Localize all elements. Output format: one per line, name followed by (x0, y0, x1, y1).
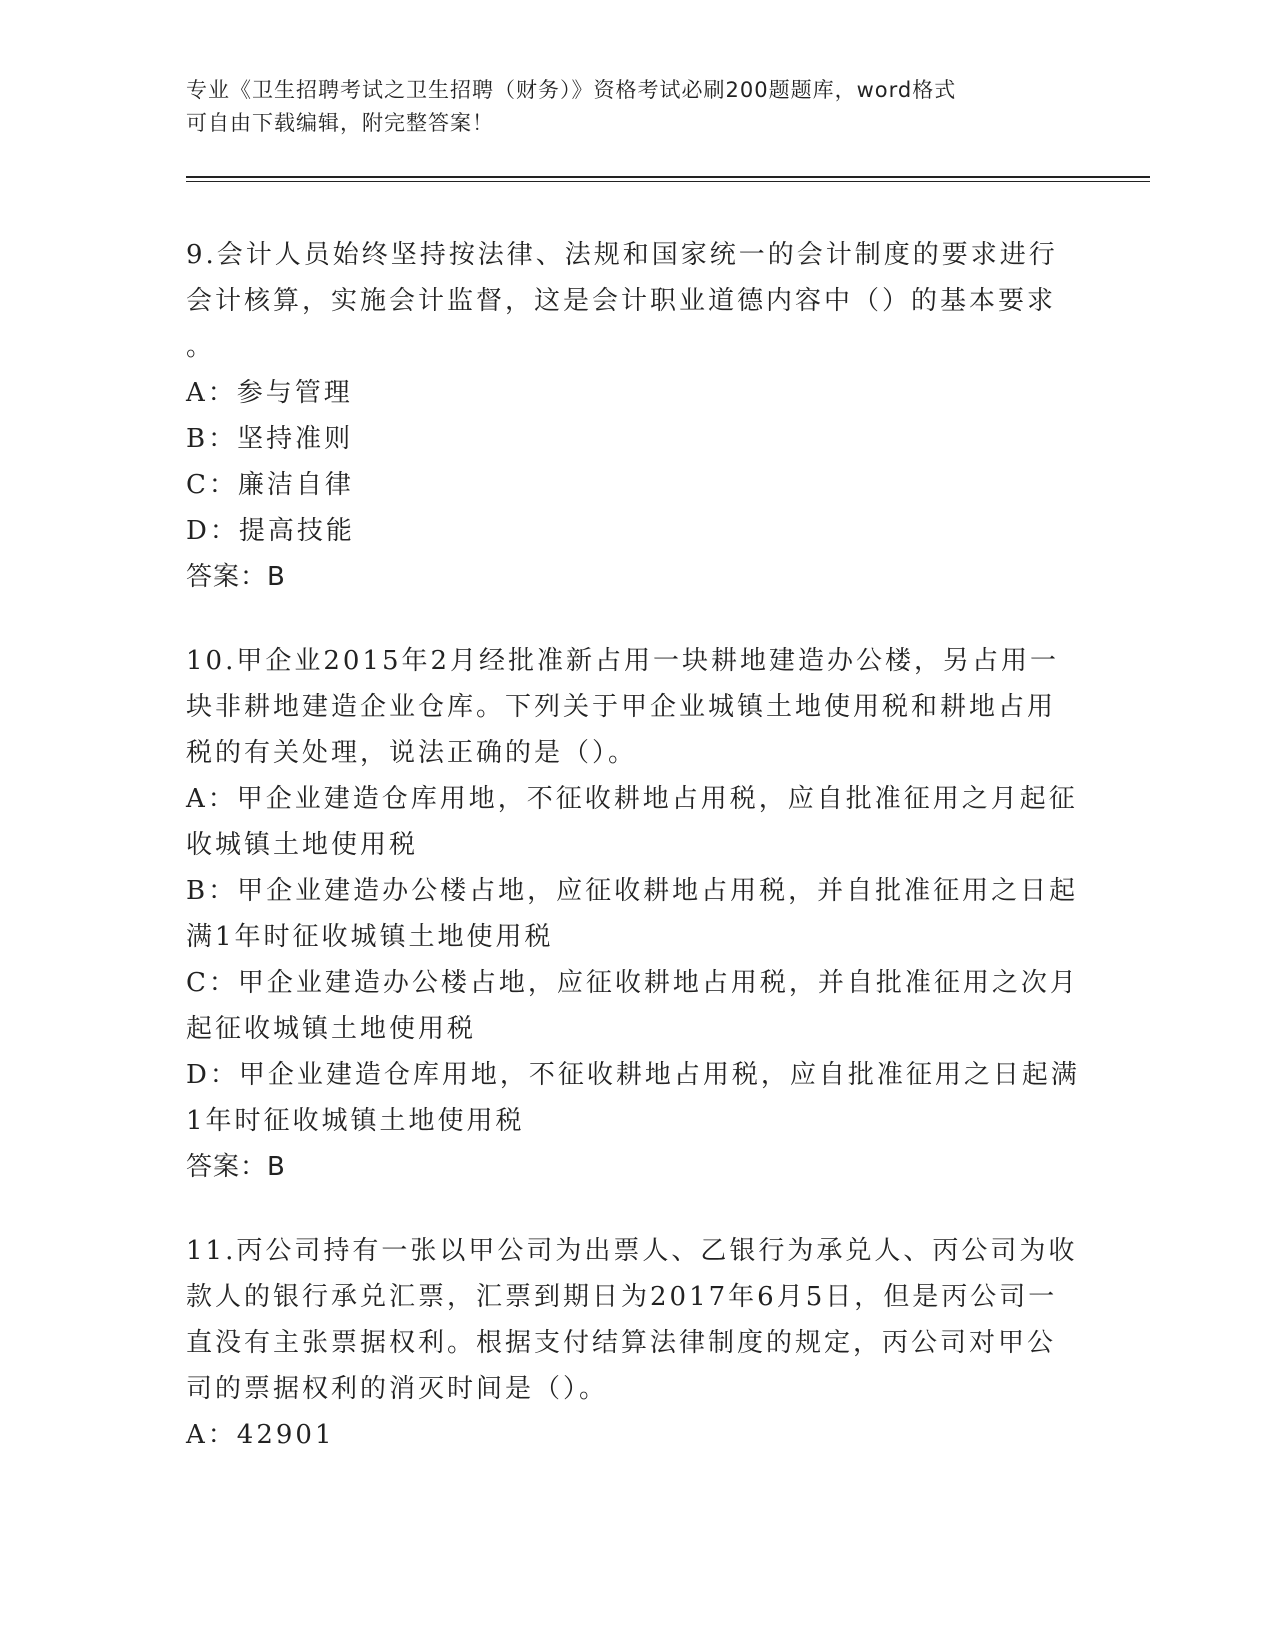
question-text-line: 直没有主张票据权利。根据支付结算法律制度的规定，丙公司对甲公 (186, 1328, 1057, 1358)
question-text-line: 。 (186, 332, 216, 362)
option-a: A：甲企业建造仓库用地，不征收耕地占用税，应自批准征用之月起征 (186, 784, 1078, 814)
question-text-line: 会计核算，实施会计监督，这是会计职业道德内容中（）的基本要求 (186, 286, 1057, 316)
question-text-line: 块非耕地建造企业仓库。下列关于甲企业城镇土地使用税和耕地占用 (186, 692, 1057, 722)
question-text-line: 款人的银行承兑汇票，汇票到期日为2017年6月5日，但是丙公司一 (186, 1282, 1058, 1312)
question-10 (186, 638, 1086, 1190)
option-b-continued: 满1年时征收城镇土地使用税 (186, 922, 554, 952)
answer: 答案：B (186, 1152, 286, 1182)
header-line-2: 可自由下载编辑，附完整答案！ (186, 111, 494, 135)
option-d-continued: 1年时征收城镇土地使用税 (186, 1106, 525, 1136)
header-rule-thin (186, 181, 1150, 182)
question-text-line: 9.会计人员始终坚持按法律、法规和国家统一的会计制度的要求进行 (186, 240, 1058, 270)
option-a: A：42901 (186, 1420, 335, 1450)
option-a: A：参与管理 (186, 378, 353, 408)
option-b: B：甲企业建造办公楼占地，应征收耕地占用税，并自批准征用之日起 (186, 876, 1079, 906)
option-a-continued: 收城镇土地使用税 (186, 830, 419, 860)
option-b: B：坚持准则 (186, 424, 354, 454)
option-d: D：提高技能 (186, 516, 355, 546)
option-c: C：廉洁自律 (186, 470, 354, 500)
option-c-continued: 起征收城镇土地使用税 (186, 1014, 477, 1044)
option-d: D：甲企业建造仓库用地，不征收耕地占用税，应自批准征用之日起满 (186, 1060, 1080, 1090)
header-rule-thick (186, 176, 1150, 178)
question-list (186, 232, 1086, 1496)
question-text-line: 11.丙公司持有一张以甲公司为出票人、乙银行为承兑人、丙公司为收 (186, 1236, 1078, 1266)
header-line-1: 专业《卫生招聘考试之卫生招聘（财务）》资格考试必刷200题题库，word格式 (186, 78, 957, 102)
option-c: C：甲企业建造办公楼占地，应征收耕地占用税，并自批准征用之次月 (186, 968, 1079, 998)
answer: 答案：B (186, 562, 286, 592)
question-text-line: 司的票据权利的消灭时间是（）。 (186, 1374, 609, 1404)
question-text-line: 10.甲企业2015年2月经批准新占用一块耕地建造办公楼，另占用一 (186, 646, 1060, 676)
question-11 (186, 1228, 1086, 1458)
question-9 (186, 232, 1086, 600)
document-header (186, 74, 1066, 140)
question-text-line: 税的有关处理，说法正确的是（）。 (186, 738, 638, 768)
